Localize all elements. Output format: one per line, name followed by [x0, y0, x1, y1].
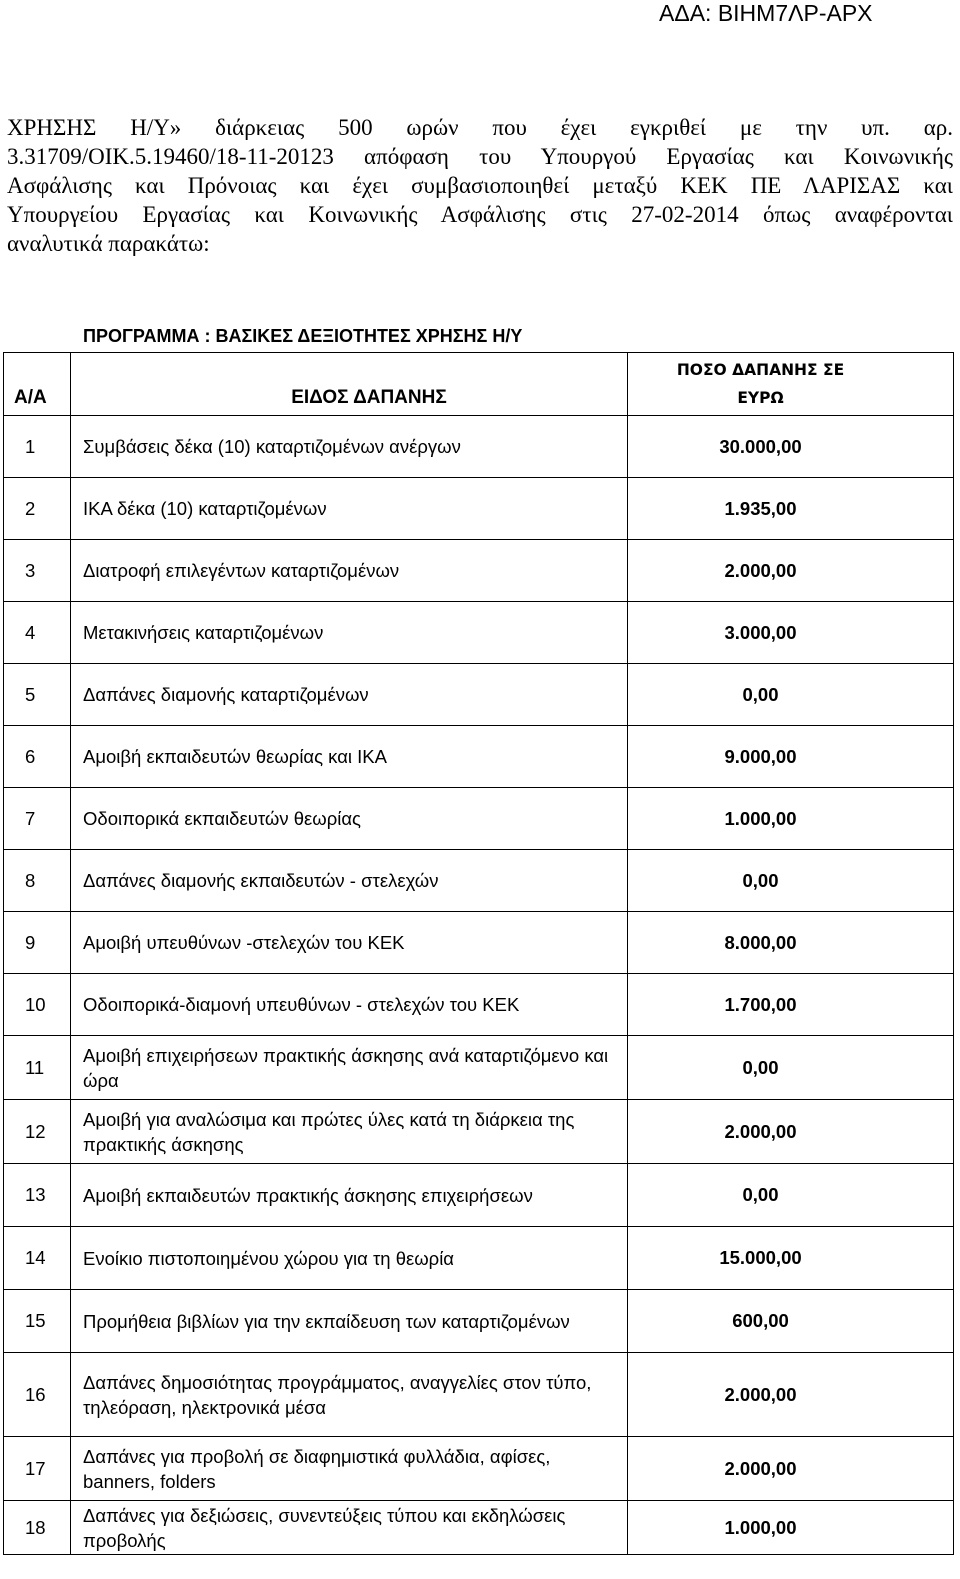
row-aa: 12 — [4, 1100, 71, 1164]
table-row — [4, 1036, 954, 1100]
header-amount — [628, 353, 954, 416]
row-aa: 9 — [4, 912, 71, 974]
row-desc: Δαπάνες διαμονής εκπαιδευτών - στελεχών — [71, 850, 628, 912]
table-row — [4, 602, 954, 664]
row-amount: 0,00 — [628, 1036, 954, 1100]
row-aa: 1 — [4, 416, 71, 478]
intro-line: ΧΡΗΣΗΣ Η/Υ» διάρκειας 500 ωρών που έχει εγκριθεί με την υπ. αρ. — [7, 115, 953, 140]
expenses-table — [3, 352, 954, 1555]
row-amount: 3.000,00 — [628, 602, 954, 664]
table-row — [4, 726, 954, 788]
header-amount-line2: ΕΥΡΩ — [737, 389, 784, 407]
row-desc: Δαπάνες για δεξιώσεις, συνεντεύξεις τύπου και εκδηλώσεις προβολής — [71, 1501, 628, 1555]
row-desc: Αμοιβή για αναλώσιμα και πρώτες ύλες κατά τη διάρκεια της πρακτικής άσκησης — [71, 1100, 628, 1164]
intro-line: 3.31709/ΟΙΚ.5.19460/18-11-20123 απόφαση του Υπουργού Εργασίας και Κοινωνικής — [7, 144, 953, 169]
row-amount: 8.000,00 — [628, 912, 954, 974]
row-amount: 0,00 — [628, 664, 954, 726]
row-aa: 10 — [4, 974, 71, 1036]
header-aa: Α/Α — [4, 353, 71, 416]
row-aa: 14 — [4, 1227, 71, 1290]
ada-code: ΑΔΑ: ΒΙΗΜ7ΛΡ-ΑΡΧ — [659, 0, 873, 26]
row-desc: Δαπάνες για προβολή σε διαφημιστικά φυλλάδια, αφίσες, banners, folders — [71, 1437, 628, 1501]
row-aa: 15 — [4, 1290, 71, 1353]
row-aa: 16 — [4, 1353, 71, 1437]
table-row — [4, 664, 954, 726]
row-amount: 2.000,00 — [628, 1100, 954, 1164]
table-row — [4, 478, 954, 540]
table-row — [4, 788, 954, 850]
table-header-row — [4, 353, 954, 416]
row-desc: Μετακινήσεις καταρτιζομένων — [71, 602, 628, 664]
row-aa: 2 — [4, 478, 71, 540]
row-aa: 13 — [4, 1164, 71, 1227]
row-aa: 18 — [4, 1501, 71, 1555]
header-expense-type: ΕΙΔΟΣ ΔΑΠΑΝΗΣ — [71, 353, 628, 416]
row-desc: Αμοιβή εκπαιδευτών πρακτικής άσκησης επιχειρήσεων — [71, 1164, 628, 1227]
row-aa: 8 — [4, 850, 71, 912]
row-amount: 1.700,00 — [628, 974, 954, 1036]
table-row — [4, 1353, 954, 1437]
row-desc: Αμοιβή επιχειρήσεων πρακτικής άσκησης ανά καταρτιζόμενο και ώρα — [71, 1036, 628, 1100]
table-row — [4, 1437, 954, 1501]
header-amount-line1: ΠΟΣΟ ΔΑΠΑΝΗΣ ΣΕ — [676, 361, 845, 379]
row-desc: Δαπάνες δημοσιότητας προγράμματος, αναγγελίες στον τύπο, τηλεόραση, ηλεκτρονικά μέσα — [71, 1353, 628, 1437]
intro-line: αναλυτικά παρακάτω: — [7, 231, 210, 256]
table-row — [4, 1501, 954, 1555]
row-desc: ΙΚΑ δέκα (10) καταρτιζομένων — [71, 478, 628, 540]
row-amount: 1.000,00 — [628, 788, 954, 850]
row-aa: 3 — [4, 540, 71, 602]
row-amount: 9.000,00 — [628, 726, 954, 788]
row-desc: Οδοιπορικά-διαμονή υπευθύνων - στελεχών του ΚΕΚ — [71, 974, 628, 1036]
row-aa: 11 — [4, 1036, 71, 1100]
row-amount: 1.935,00 — [628, 478, 954, 540]
row-amount: 2.000,00 — [628, 1353, 954, 1437]
table-row — [4, 1290, 954, 1353]
row-amount: 2.000,00 — [628, 1437, 954, 1501]
row-desc: Αμοιβή υπευθύνων -στελεχών του ΚΕΚ — [71, 912, 628, 974]
row-desc: Συμβάσεις δέκα (10) καταρτιζομένων ανέργων — [71, 416, 628, 478]
row-desc: Αμοιβή εκπαιδευτών θεωρίας και ΙΚΑ — [71, 726, 628, 788]
row-aa: 6 — [4, 726, 71, 788]
row-aa: 7 — [4, 788, 71, 850]
row-aa: 5 — [4, 664, 71, 726]
table-row — [4, 1164, 954, 1227]
intro-line: Υπουργείου Εργασίας και Κοινωνικής Ασφάλισης στις 27-02-2014 όπως αναφέρονται — [7, 202, 953, 227]
row-amount: 0,00 — [628, 850, 954, 912]
row-aa: 4 — [4, 602, 71, 664]
row-desc: Διατροφή επιλεγέντων καταρτιζομένων — [71, 540, 628, 602]
row-aa: 17 — [4, 1437, 71, 1501]
table-row — [4, 974, 954, 1036]
row-amount: 2.000,00 — [628, 540, 954, 602]
table-row — [4, 1227, 954, 1290]
program-title: ΠΡΟΓΡΑΜΜΑ : ΒΑΣΙΚΕΣ ΔΕΞΙΟΤΗΤΕΣ ΧΡΗΣΗΣ Η/Υ — [83, 326, 523, 346]
intro-line: Ασφάλισης και Πρόνοιας και έχει συμβασιοποιηθεί μεταξύ ΚΕΚ ΠΕ ΛΑΡΙΣΑΣ και — [7, 173, 953, 198]
table-row — [4, 416, 954, 478]
row-desc: Προμήθεια βιβλίων για την εκπαίδευση των καταρτιζομένων — [71, 1290, 628, 1353]
row-desc: Ενοίκιο πιστοποιημένου χώρου για τη θεωρία — [71, 1227, 628, 1290]
intro-paragraph — [7, 113, 953, 258]
row-amount: 30.000,00 — [628, 416, 954, 478]
table-row — [4, 850, 954, 912]
row-desc: Δαπάνες διαμονής καταρτιζομένων — [71, 664, 628, 726]
table-row — [4, 540, 954, 602]
row-desc: Οδοιπορικά εκπαιδευτών θεωρίας — [71, 788, 628, 850]
table-row — [4, 1100, 954, 1164]
row-amount: 600,00 — [628, 1290, 954, 1353]
row-amount: 15.000,00 — [628, 1227, 954, 1290]
row-amount: 0,00 — [628, 1164, 954, 1227]
table-row — [4, 912, 954, 974]
row-amount: 1.000,00 — [628, 1501, 954, 1555]
